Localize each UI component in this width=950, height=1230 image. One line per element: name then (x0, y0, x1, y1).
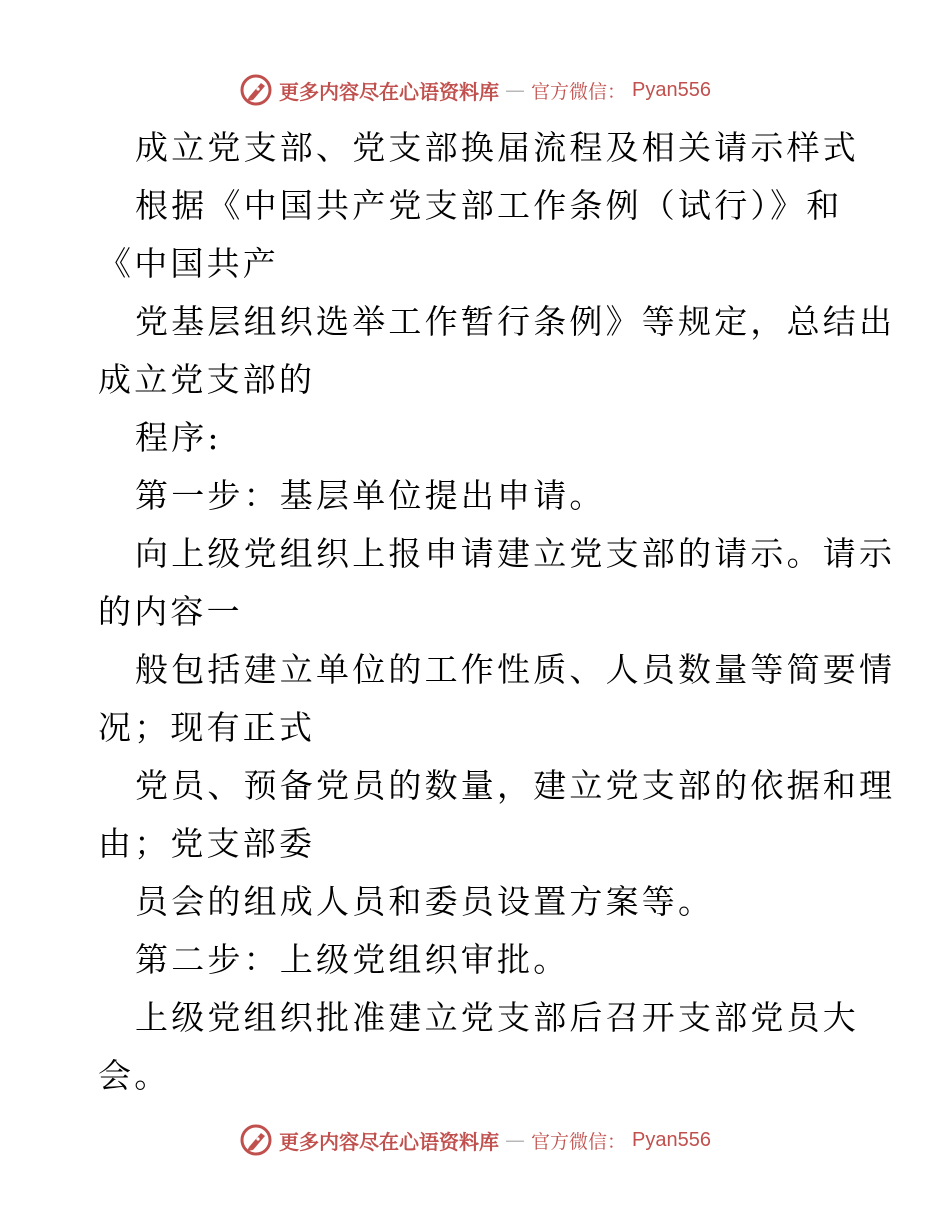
pen-nib-icon (239, 1123, 273, 1157)
footer-banner (0, 1120, 950, 1160)
text-line: 成立党支部的 (98, 360, 316, 399)
document-title: 成立党支部、党支部换届流程及相关请示样式 (135, 128, 859, 167)
text-line: 员会的组成人员和委员设置方案等。 (135, 882, 715, 921)
banner-separator: — (505, 1128, 525, 1152)
header-banner-content (239, 73, 711, 107)
text-line: 向上级党组织上报申请建立党支部的请示。请示 (135, 534, 896, 573)
text-line: 党基层组织选举工作暂行条例》等规定，总结出 (135, 302, 896, 341)
text-line: 由；党支部委 (98, 824, 316, 863)
pen-nib-icon (239, 73, 273, 107)
text-line: 况；现有正式 (98, 708, 316, 747)
text-line: 般包括建立单位的工作性质、人员数量等简要情 (135, 650, 896, 689)
banner-slogan: 更多内容尽在心语资料库 (279, 1129, 499, 1154)
banner-wechat-id: Pyan556 (632, 1128, 711, 1151)
footer-banner-content (239, 1123, 711, 1157)
banner-slogan: 更多内容尽在心语资料库 (279, 79, 499, 104)
text-line: 根据《中国共产党支部工作条例（试行）》和 (135, 186, 843, 225)
banner-wechat-id: Pyan556 (632, 78, 711, 101)
text-line: 《中国共产 (98, 244, 279, 283)
step-heading: 第二步：上级党组织审批。 (135, 940, 570, 979)
banner-contact-label: 官方微信： (531, 1130, 627, 1153)
text-line: 会。 (98, 1056, 171, 1095)
banner-contact-label: 官方微信： (531, 80, 627, 103)
step-heading: 第一步：基层单位提出申请。 (135, 476, 606, 515)
text-line: 上级党组织批准建立党支部后召开支部党员大 (135, 998, 859, 1037)
document-body (98, 119, 896, 1105)
text-line: 程序: (135, 418, 222, 457)
text-line: 党员、预备党员的数量，建立党支部的依据和理 (135, 766, 896, 805)
text-line: 的内容一 (98, 592, 243, 631)
banner-separator: — (505, 78, 525, 102)
header-banner (0, 70, 950, 110)
